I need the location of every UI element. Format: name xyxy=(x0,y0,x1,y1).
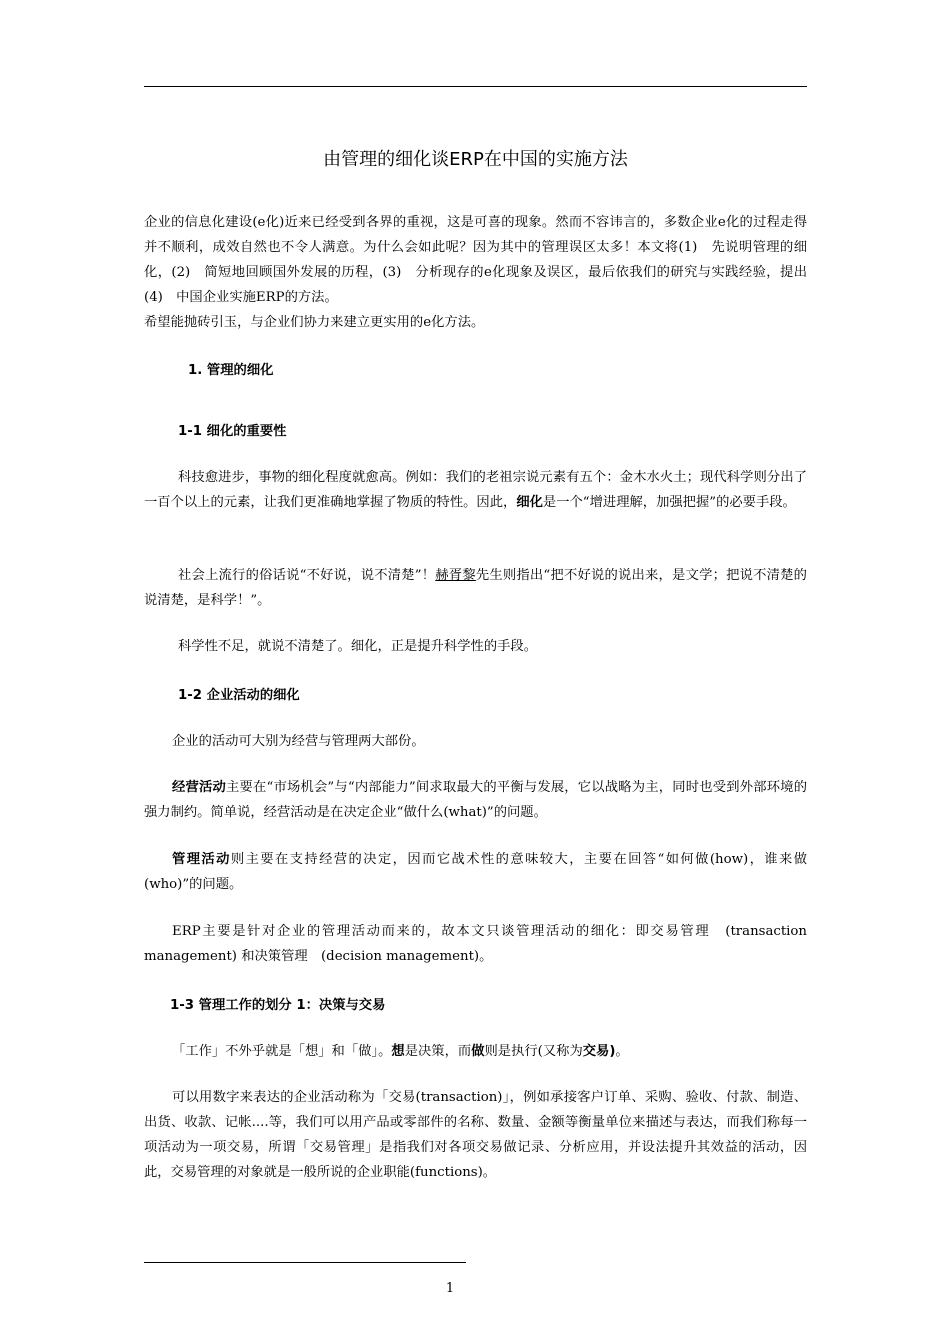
footnote-rule xyxy=(144,1262,466,1263)
paragraph: 经营活动主要在“市场机会”与“内部能力”间求取最大的平衡与发展，它以战略为主，同时也受到外部环境的强力制约。简单说，经营活动是在决定企业“做什么(what)”的问题。 xyxy=(144,780,807,820)
page-number: 1 xyxy=(445,1281,455,1296)
section-heading-1: 1. 管理的细化 xyxy=(188,363,274,378)
paragraph: 企业的活动可大别为经营与管理两大部份。 xyxy=(172,734,425,749)
intro-paragraph-2: 希望能抛砖引玉，与企业们协力来建立更实用的e化方法。 xyxy=(144,315,485,330)
paragraph: 科技愈进步，事物的细化程度就愈高。例如：我们的老祖宗说元素有五个：金木水火土；现代科学则分出了一百个以上的元素，让我们更准确地掌握了物质的特性。因此，细化是一个“增进理解，加强把握”的必要手段。 xyxy=(144,470,807,510)
paragraph: 管理活动则主要在支持经营的决定，因而它战术性的意味较大，主要在回答“如何做(how)，谁来做(who)”的问题。 xyxy=(144,852,808,892)
document-title: 由管理的细化谈ERP在中国的实施方法 xyxy=(323,149,628,170)
intro-paragraph: 企业的信息化建设(e化)近来已经受到各界的重视，这是可喜的现象。然而不容讳言的，多数企业e化的过程走得并不顺利，成效自然也不令人满意。为什么会如此呢？因为其中的管理误区太多！本文将(1) 先说明管理的细化，(2) 简短地回顾国外发展的历程，(3) 分析现存的e化现象及误区，最后依我们的研究与实践经验，提出 (4) 中国企业实施ERP的方法。 xyxy=(144,215,807,305)
paragraph: ERP主要是针对企业的管理活动而来的，故本文只谈管理活动的细化：即交易管理 (transaction management) 和决策管理 (decision management)。 xyxy=(144,924,807,964)
section-heading-1-3: 1-3 管理工作的划分 1：决策与交易 xyxy=(170,998,386,1013)
header-rule xyxy=(144,86,807,87)
paragraph: 科学性不足，就说不清楚了。细化，正是提升科学性的手段。 xyxy=(178,639,538,654)
paragraph: 社会上流行的俗话说“不好说，说不清楚”！赫胥黎先生则指出“把不好说的说出来，是文学；把说不清楚的说清楚，是科学！”。 xyxy=(144,568,807,608)
section-heading-1-2: 1-2 企业活动的细化 xyxy=(178,688,300,703)
section-heading-1-1: 1-1 细化的重要性 xyxy=(178,424,287,439)
link-huxley[interactable]: 赫胥黎 xyxy=(435,568,476,583)
paragraph: 可以用数字来表达的企业活动称为「交易(transaction)」，例如承接客户订单、采购、验收、付款、制造、出货、收款、记帐....等，我们可以用产品或零部件的名称、数量、金额等衡量单位来描述与表达，而我们称每一项活动为一项交易，所谓「交易管理」是指我们对各项交易做记录、分析应用，并设法提升其效益的活动，因此，交易管理的对象就是一般所说的企业职能(functions)。 xyxy=(144,1090,807,1180)
paragraph: 「工作」不外乎就是「想」和「做」。想是决策，而做则是执行(又称为交易)。 xyxy=(172,1044,629,1059)
